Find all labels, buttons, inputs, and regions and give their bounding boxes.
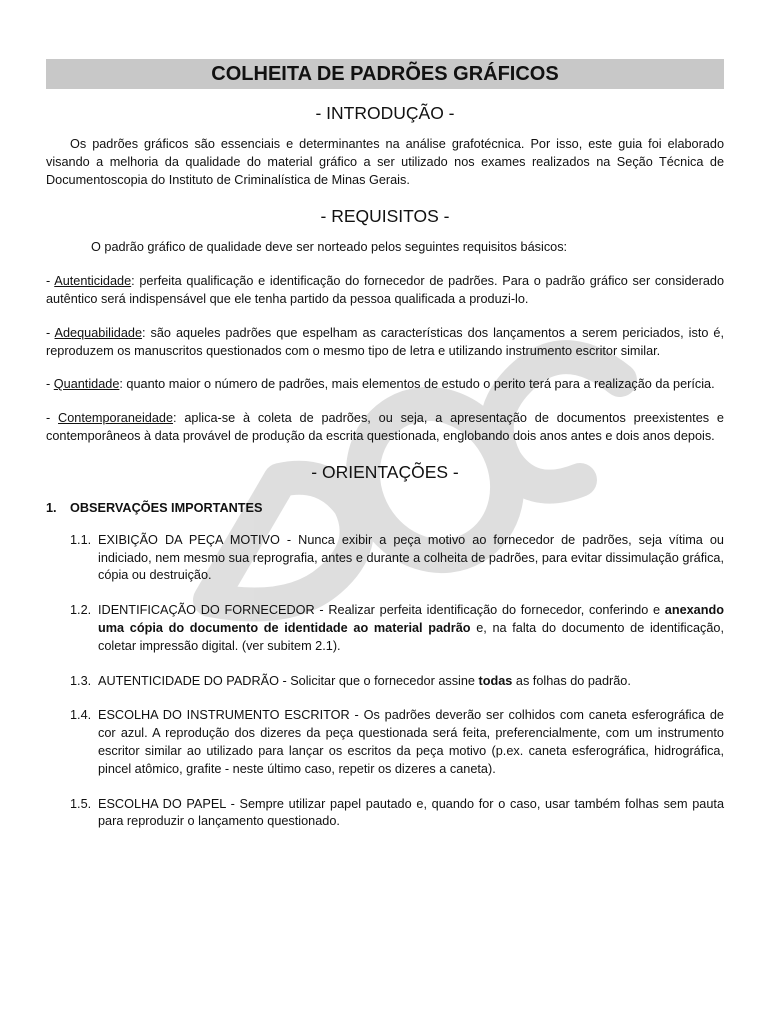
item-1-3: 1.3. AUTENTICIDADE DO PADRÃO - Solicitar que o fornecedor assine todas as folhas do padrão. (70, 673, 631, 688)
document-title: COLHEITA DE PADRÕES GRÁFICOS (46, 59, 724, 89)
requisitos-lead: O padrão gráfico de qualidade deve ser norteado pelos seguintes requisitos básicos: (91, 240, 568, 255)
requisito-adequabilidade: - Adequabilidade: são aqueles padrões que espelham as características dos lançamentos a serem periciados, isto é, reproduzem os manuscritos questionados com o mesmo tipo de letra e utilizando instrumento escritor similar. (46, 325, 724, 358)
requisito-autenticidade: - Autenticidade: perfeita qualificação e identificação do fornecedor de padrões. Para o padrão gráfico ser considerado autêntico será indispensável que ele tenha partido da pessoa qualificada a produzi-lo. (46, 274, 724, 306)
document-page (46, 59, 724, 831)
item-1-1: 1.1. EXIBIÇÃO DA PEÇA MOTIVO - Nunca exibir a peça motivo ao fornecedor de padrões, seja vítima ou indiciado, nem mesmo sua reprografia, antes e durante a colheita de padrões, para evitar dissimulação gráfica, cópia ou destruição. (70, 532, 724, 583)
section-observacoes: 1. OBSERVAÇÕES IMPORTANTES (46, 500, 263, 515)
intro-heading: - INTRODUÇÃO - (315, 103, 455, 123)
term-contemporaneidade: Contemporaneidade (58, 411, 174, 426)
item-1-2: 1.2. IDENTIFICAÇÃO DO FORNECEDOR - Realizar perfeita identificação do fornecedor, conferindo e anexando uma cópia do documento de identidade ao material padrão e, na falta do documento de identificação, coletar impressão digital. (ver subitem 2.1). (70, 603, 725, 653)
term-autenticidade: Autenticidade (54, 274, 132, 289)
requisitos-heading: - REQUISITOS - (320, 206, 450, 227)
orientacoes-heading: - ORIENTAÇÕES - (311, 461, 459, 482)
term-quantidade: Quantidade (53, 377, 120, 392)
requisito-contemporaneidade: - Contemporaneidade: aplica-se à coleta de padrões, ou seja, a apresentação de documentos preexistentes e contemporâneos à data provável de produção da escrita questionada, englobando dois anos antes e dois anos depois. (46, 411, 724, 443)
item-1-4: 1.4. ESCOLHA DO INSTRUMENTO ESCRITOR - Os padrões deverão ser colhidos com caneta esferográfica de cor azul. A reprodução dos dizeres da peça questionada será feita, preferencialmente, com um instrumento escritor similar ao utilizado para lançar os escritos da peça motivo (p.ex. caneta esferográfica, hidrográfica, pincel atômico, grafite - neste último caso, repetir os dizeres a caneta). (70, 708, 724, 776)
intro-paragraph: Os padrões gráficos são essenciais e determinantes na análise grafotécnica. Por isso, este guia foi elaborado visando a melhoria da qualidade do material gráfico a ser utilizado nos exames realizados na Seção Técnica de Documentoscopia do Instituto de Criminalística de Minas Gerais. (46, 137, 724, 187)
item-1-5: 1.5. ESCOLHA DO PAPEL - Sempre utilizar papel pautado e, quando for o caso, usar também folhas sem pauta para reproduzir o lançamento questionado. (70, 796, 724, 829)
requisito-quantidade: - Quantidade: quanto maior o número de padrões, mais elementos de estudo o perito terá para a realização da perícia. (46, 377, 715, 392)
term-adequabilidade: Adequabilidade (54, 325, 143, 340)
